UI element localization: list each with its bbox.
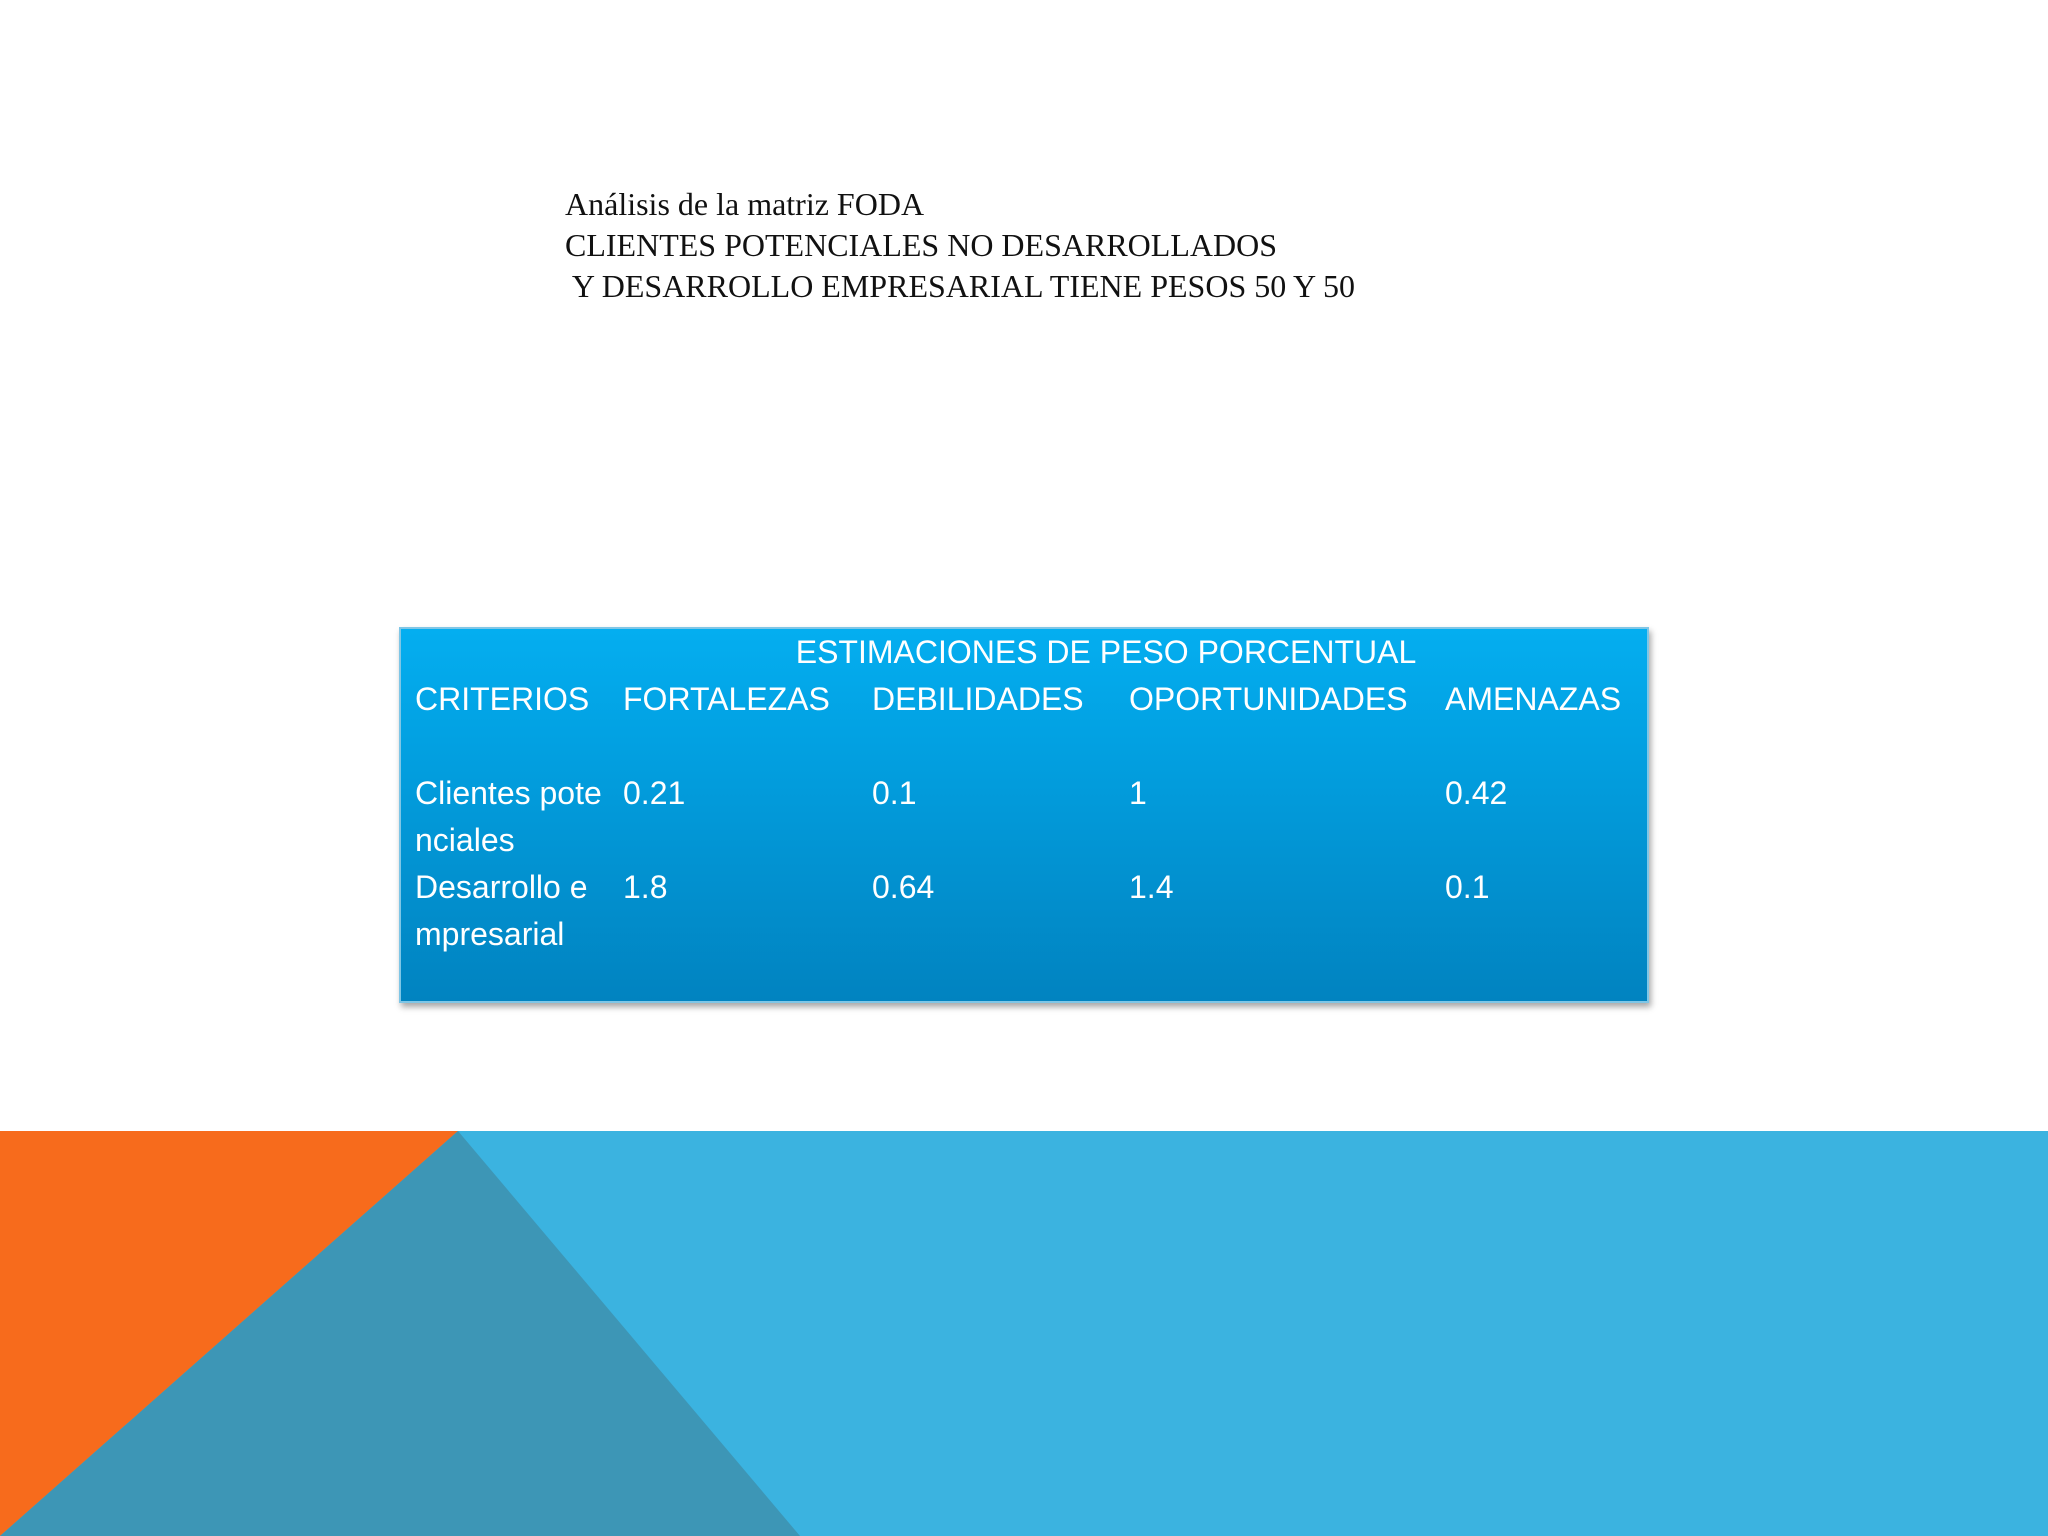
- header-amenazas: AMENAZAS: [1445, 681, 1622, 717]
- row-1-oportunidades: 1: [1129, 775, 1147, 811]
- table-title: ESTIMACIONES DE PESO PORCENTUAL: [795, 634, 1417, 670]
- row-2-fortalezas: 1.8: [623, 869, 668, 905]
- header-fortalezas: FORTALEZAS: [623, 681, 830, 717]
- row-2-debilidades: 0.64: [872, 869, 935, 905]
- decorative-band: [0, 1131, 2048, 1536]
- row-1-debilidades: 0.1: [872, 775, 917, 811]
- title-line-1: Análisis de la matriz FODA: [565, 186, 925, 222]
- header-debilidades: DEBILIDADES: [872, 681, 1084, 717]
- row-1-fortalezas: 0.21: [623, 775, 686, 811]
- title-line-3: Y DESARROLLO EMPRESARIAL TIENE PESOS 50 Y 50: [565, 268, 1355, 304]
- title-line-2: CLIENTES POTENCIALES NO DESARROLLADOS: [565, 227, 1277, 263]
- row-1-criterio: Clientes potenciales: [415, 775, 602, 858]
- slide-title: [565, 184, 1565, 307]
- row-2-oportunidades: 1.4: [1129, 869, 1174, 905]
- header-criterios: CRITERIOS: [415, 681, 590, 717]
- row-2-criterio: Desarrollo empresarial: [415, 869, 588, 952]
- foda-table: [399, 627, 1649, 1003]
- row-1-amenazas: 0.42: [1445, 775, 1508, 811]
- row-2-amenazas: 0.1: [1445, 869, 1490, 905]
- header-oportunidades: OPORTUNIDADES: [1129, 681, 1408, 717]
- decorative-band-shapes: [0, 1131, 2048, 1536]
